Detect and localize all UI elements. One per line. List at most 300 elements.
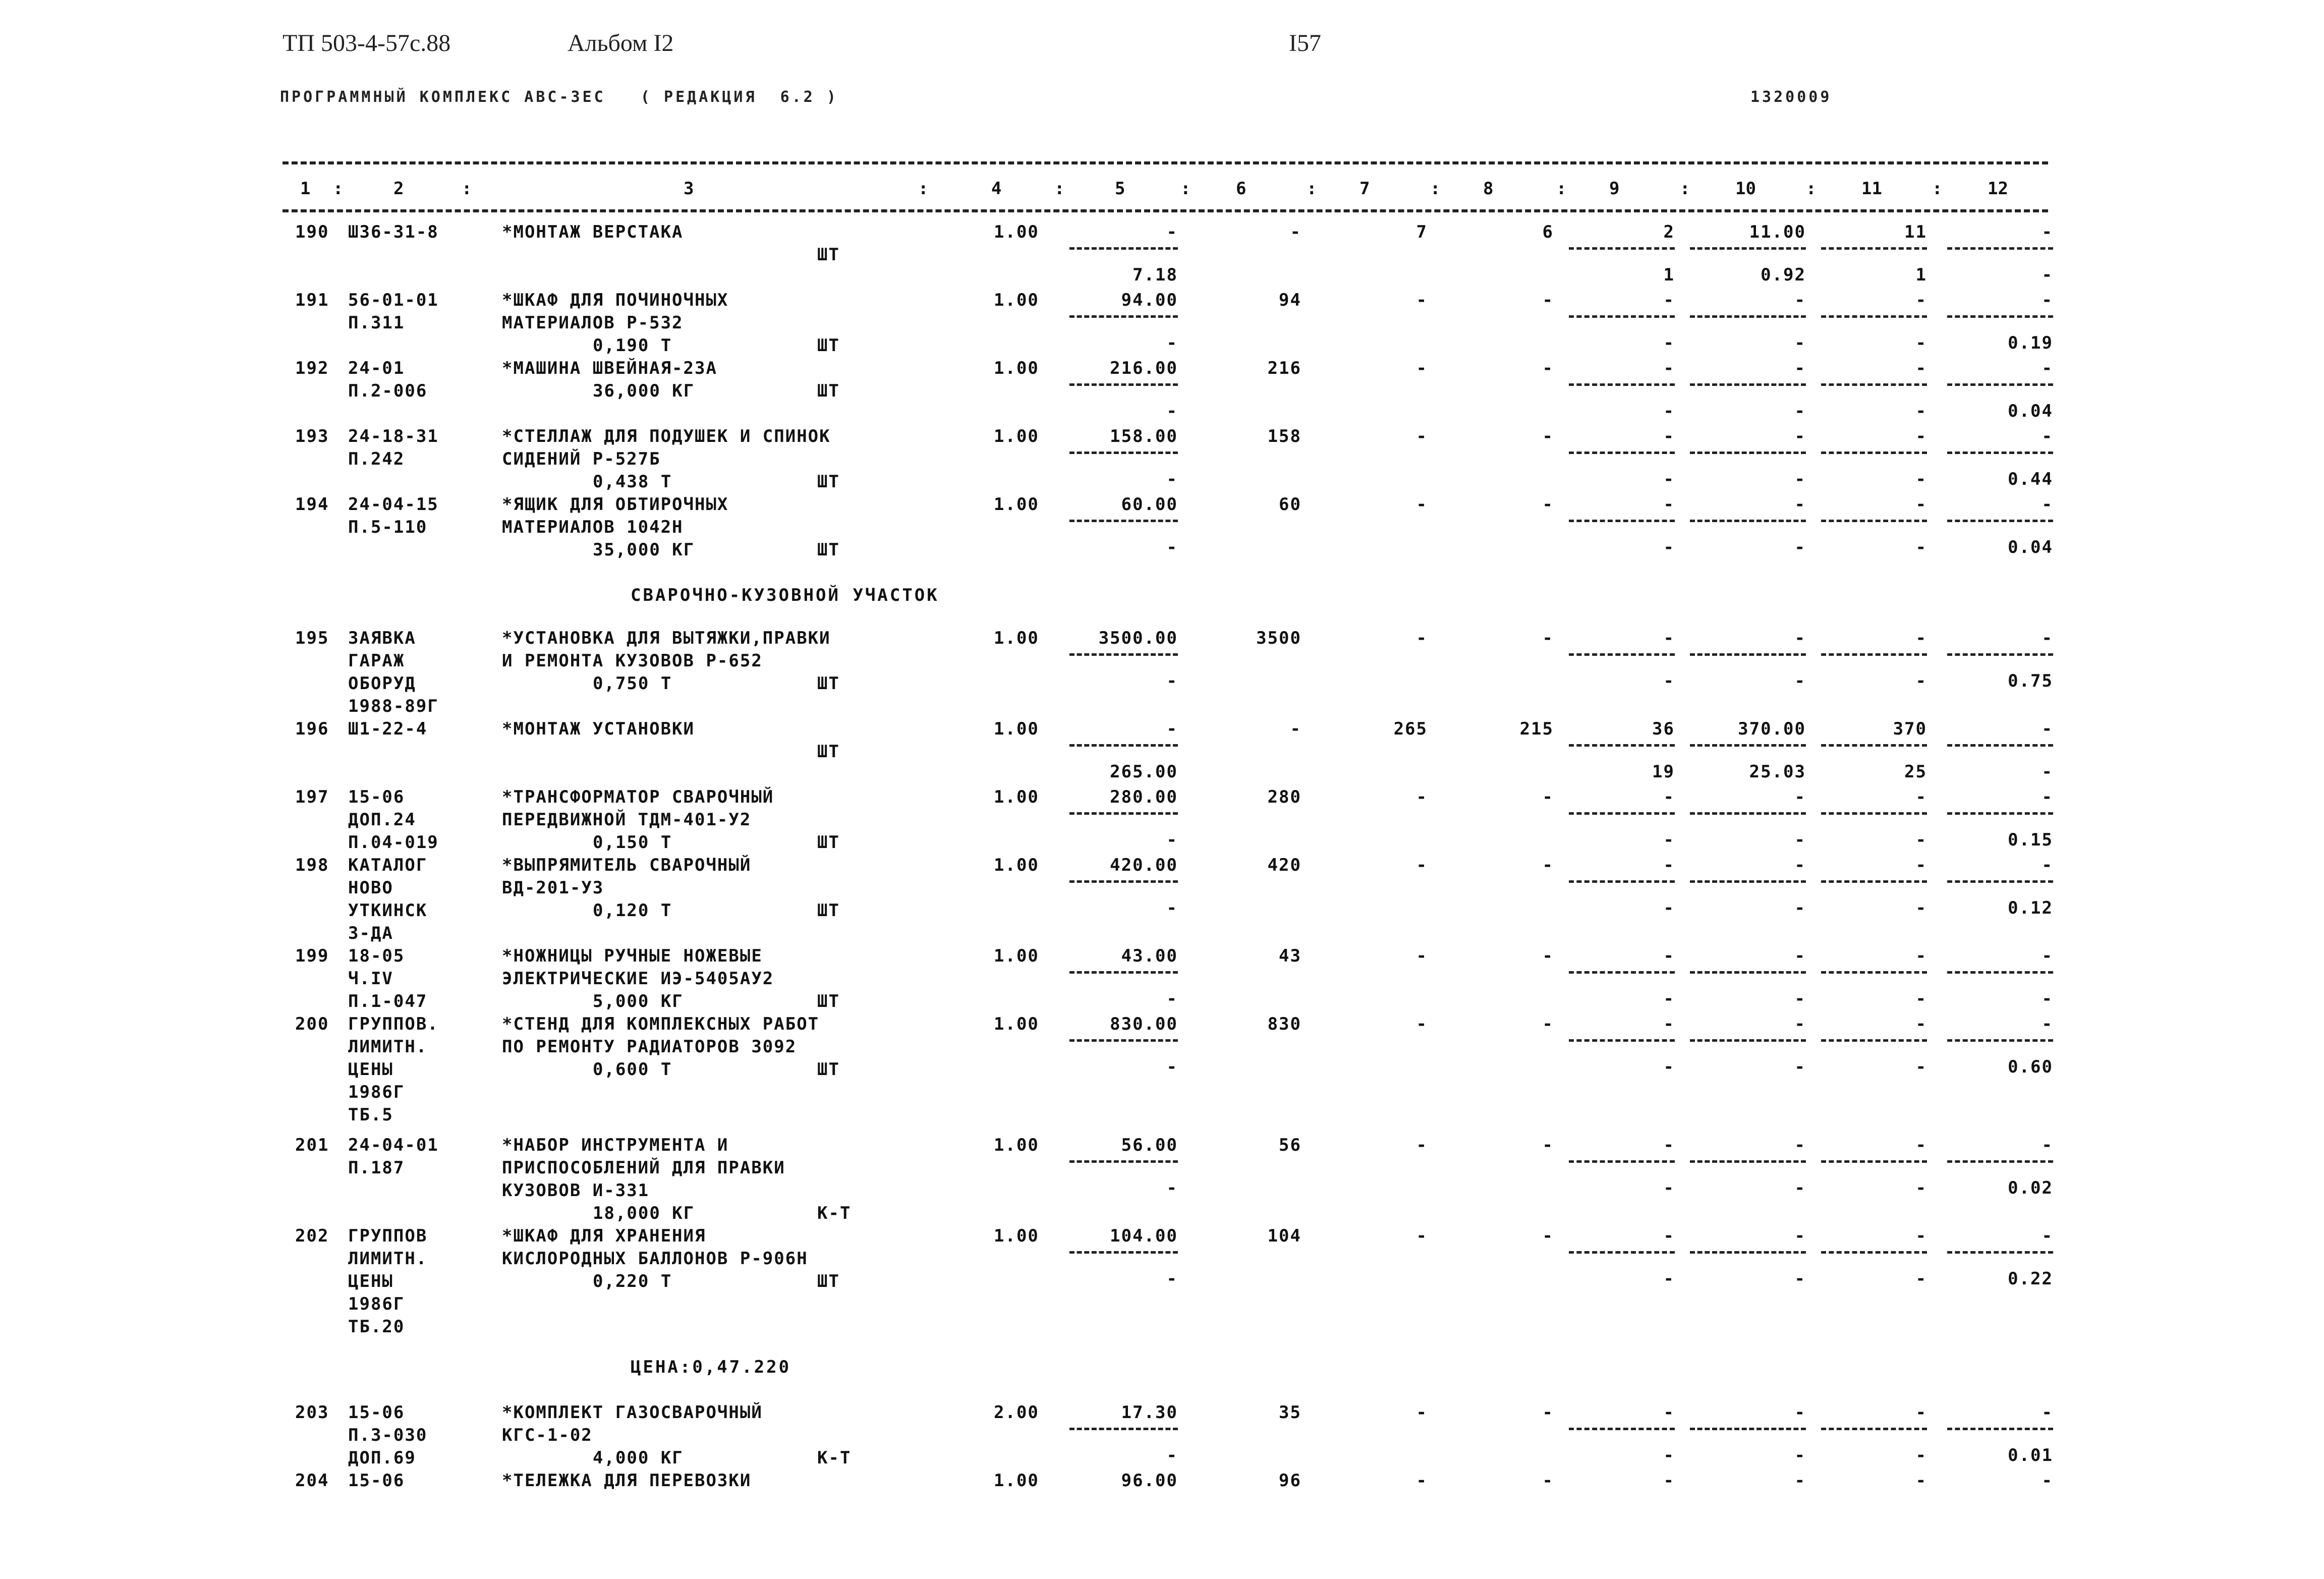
cell-divider [1821, 971, 1927, 974]
unit-price-divider [1069, 812, 1178, 815]
row-quantity: 1.00 [994, 494, 1039, 515]
cell-divider [1569, 1160, 1675, 1163]
row-total-cost: 158 [1267, 426, 1301, 446]
document-id: 1320009 [1750, 88, 1832, 106]
row-col12-secondary: 0.12 [2008, 898, 2053, 918]
row-quantity: 2.00 [994, 1402, 1039, 1423]
row-unit-price-secondary: 265.00 [1110, 762, 1178, 782]
row-col8: - [1542, 1014, 1554, 1034]
row-description: *КОМПЛЕКТ ГАЗОСВАРОЧНЫЙ [502, 1402, 763, 1423]
row-col9: - [1663, 946, 1675, 966]
row-col9-secondary: - [1663, 830, 1675, 850]
row-col8: - [1542, 946, 1554, 966]
row-quantity: 1.00 [994, 290, 1039, 310]
row-unit-price: 96.00 [1121, 1471, 1178, 1491]
row-unit-price: 17.30 [1121, 1402, 1178, 1423]
row-col10-secondary: 0.92 [1761, 265, 1806, 285]
row-col7: - [1416, 494, 1428, 515]
cell-divider [1690, 452, 1806, 454]
row-description: *МАШИНА ШВЕЙНАЯ-23А [502, 358, 717, 378]
row-col12-secondary: - [2042, 762, 2053, 782]
unit-price-divider [1069, 383, 1178, 386]
unit-price-divider [1069, 247, 1178, 250]
row-quantity: 1.00 [994, 358, 1039, 378]
row-number: 196 [295, 719, 329, 739]
column-number: 8 [1483, 179, 1494, 199]
row-unit: ШТ [817, 1271, 840, 1291]
row-col12: - [2042, 426, 2053, 446]
row-col8: - [1542, 494, 1554, 515]
row-col12-secondary: - [2042, 989, 2053, 1009]
row-unit: К-Т [817, 1448, 852, 1468]
column-number: 11 [1861, 179, 1882, 199]
row-col10-secondary: - [1794, 1445, 1806, 1465]
row-col10-secondary: - [1794, 1178, 1806, 1198]
row-col12-secondary: 0.15 [2008, 830, 2053, 850]
row-number: 197 [295, 787, 329, 807]
row-total-cost: 3500 [1256, 628, 1301, 648]
row-unit-price: 104.00 [1110, 1226, 1178, 1246]
row-col9: - [1663, 628, 1675, 648]
column-separator: : [1430, 179, 1441, 199]
row-unit: ШТ [817, 381, 840, 401]
row-col11: - [1915, 1014, 1927, 1034]
row-code: П.311 [348, 313, 405, 333]
cell-divider [1947, 1039, 2053, 1042]
row-col10: - [1794, 787, 1806, 807]
row-total-cost: 94 [1279, 290, 1301, 310]
row-code: П.5-110 [348, 517, 428, 537]
row-col12: - [2042, 1135, 2053, 1155]
row-col8: - [1542, 855, 1554, 875]
cell-divider [1821, 1428, 1927, 1430]
row-number: 202 [295, 1226, 329, 1246]
row-col11-secondary: 25 [1904, 762, 1927, 782]
cell-divider [1821, 880, 1927, 883]
row-description: ЭЛЕКТРИЧЕСКИЕ ИЭ-5405АУ2 [502, 969, 774, 989]
row-unit: ШТ [817, 1059, 840, 1080]
row-unit-price-secondary: - [1166, 989, 1178, 1009]
row-total-cost: 56 [1279, 1135, 1301, 1155]
row-col7: - [1416, 1135, 1428, 1155]
row-total-cost: 216 [1267, 358, 1301, 378]
cell-divider [1569, 1039, 1675, 1042]
row-col10-secondary: - [1794, 830, 1806, 850]
row-code: П.3-030 [348, 1425, 428, 1445]
row-weight: 0,120 Т [593, 900, 672, 921]
cell-divider [1821, 744, 1927, 747]
row-col11-secondary: - [1915, 989, 1927, 1009]
row-code: ЛИМИТН. [348, 1249, 428, 1269]
cell-divider [1690, 1039, 1806, 1042]
row-col10-secondary: - [1794, 989, 1806, 1009]
cell-divider [1690, 1251, 1806, 1254]
row-col10: - [1794, 946, 1806, 966]
row-col9: 2 [1663, 222, 1675, 242]
unit-price-divider [1069, 315, 1178, 318]
row-code: 15-06 [348, 1402, 405, 1423]
row-weight: 5,000 КГ [593, 991, 684, 1011]
row-description: *ШКАФ ДЛЯ ПОЧИНОЧНЫХ [502, 290, 729, 310]
unit-price-divider [1069, 971, 1178, 974]
row-description: ПО РЕМОНТУ РАДИАТОРОВ 3092 [502, 1037, 797, 1057]
row-col8: - [1542, 358, 1554, 378]
cell-divider [1821, 1039, 1927, 1042]
row-unit-price: 280.00 [1110, 787, 1178, 807]
row-col11: - [1915, 426, 1927, 446]
row-unit: ШТ [817, 900, 840, 921]
row-code: П.187 [348, 1158, 405, 1178]
row-weight: 0,438 Т [593, 472, 672, 492]
section-title-price: ЦЕНА:0,47.220 [631, 1357, 791, 1377]
cell-divider [1821, 1160, 1927, 1163]
row-unit-price: 3500.00 [1098, 628, 1178, 648]
row-col9-secondary: - [1663, 401, 1675, 421]
row-col7: - [1416, 1402, 1428, 1423]
row-col12-secondary: 0.04 [2008, 537, 2053, 557]
row-col7: - [1416, 855, 1428, 875]
row-quantity: 1.00 [994, 1135, 1039, 1155]
row-col12: - [2042, 628, 2053, 648]
row-col10-secondary: 25.03 [1749, 762, 1806, 782]
row-col11-secondary: - [1915, 1057, 1927, 1077]
row-col11-secondary: - [1915, 830, 1927, 850]
row-col11: - [1915, 494, 1927, 515]
row-col12: - [2042, 222, 2053, 242]
row-col8: - [1542, 1226, 1554, 1246]
row-number: 200 [295, 1014, 329, 1034]
row-total-cost: - [1290, 222, 1301, 242]
row-total-cost: 280 [1267, 787, 1301, 807]
row-unit: ШТ [817, 472, 840, 492]
row-unit: ШТ [817, 832, 840, 853]
cell-divider [1569, 247, 1675, 250]
cell-divider [1569, 1428, 1675, 1430]
row-number: 193 [295, 426, 329, 446]
unit-price-divider [1069, 1039, 1178, 1042]
row-total-cost: - [1290, 719, 1301, 739]
row-col10: - [1794, 358, 1806, 378]
row-unit: К-Т [817, 1203, 852, 1223]
column-number: 7 [1359, 179, 1370, 199]
row-quantity: 1.00 [994, 1471, 1039, 1491]
row-unit-price: 216.00 [1110, 358, 1178, 378]
row-code: 56-01-01 [348, 290, 439, 310]
row-col9-secondary: - [1663, 469, 1675, 489]
row-quantity: 1.00 [994, 628, 1039, 648]
row-col9: - [1663, 494, 1675, 515]
row-col10: - [1794, 628, 1806, 648]
row-col9: - [1663, 1135, 1675, 1155]
row-description: *СТЕНД ДЛЯ КОМПЛЕКСНЫХ РАБОТ [502, 1014, 820, 1034]
row-col9-secondary: 1 [1663, 265, 1675, 285]
row-quantity: 1.00 [994, 946, 1039, 966]
row-unit-price: 158.00 [1110, 426, 1178, 446]
row-col8: - [1542, 628, 1554, 648]
unit-price-divider [1069, 880, 1178, 883]
cell-divider [1569, 744, 1675, 747]
program-title: ПРОГРАММНЫЙ КОМПЛЕКС АВС-ЗЕС ( РЕДАКЦИЯ 6.2 ) [280, 88, 838, 106]
row-code: Ш36-31-8 [348, 222, 439, 242]
cell-divider [1947, 971, 2053, 974]
row-description: *МОНТАЖ УСТАНОВКИ [502, 719, 695, 739]
unit-price-divider [1069, 1160, 1178, 1163]
row-col9: - [1663, 787, 1675, 807]
row-col11: - [1915, 787, 1927, 807]
row-code: 24-04-15 [348, 494, 439, 515]
row-quantity: 1.00 [994, 719, 1039, 739]
cell-divider [1569, 653, 1675, 656]
column-separator: : [1054, 179, 1065, 199]
row-code: 24-18-31 [348, 426, 439, 446]
row-number: 195 [295, 628, 329, 648]
cell-divider [1569, 383, 1675, 386]
row-description: *НОЖНИЦЫ РУЧНЫЕ НОЖЕВЫЕ [502, 946, 763, 966]
row-weight: 0,600 Т [593, 1059, 672, 1080]
row-code: ЛИМИТН. [348, 1037, 428, 1057]
column-number: 9 [1609, 179, 1620, 199]
row-col9-secondary: 19 [1652, 762, 1675, 782]
row-col7: - [1416, 290, 1428, 310]
row-col11-secondary: - [1915, 469, 1927, 489]
row-total-cost: 96 [1279, 1471, 1301, 1491]
row-description: КУЗОВОВ И-331 [502, 1180, 650, 1201]
row-col9: - [1663, 1471, 1675, 1491]
row-description: КИСЛОРОДНЫХ БАЛЛОНОВ Р-906Н [502, 1249, 808, 1269]
row-col10: - [1794, 1226, 1806, 1246]
row-col10-secondary: - [1794, 671, 1806, 691]
row-number: 194 [295, 494, 329, 515]
row-unit-price: 60.00 [1121, 494, 1178, 515]
row-col11: - [1915, 1135, 1927, 1155]
cell-divider [1821, 812, 1927, 815]
row-col11: - [1915, 855, 1927, 875]
row-col11-secondary: - [1915, 1269, 1927, 1289]
row-number: 191 [295, 290, 329, 310]
cell-divider [1821, 247, 1927, 250]
row-code: 18-05 [348, 946, 405, 966]
row-unit: ШТ [817, 991, 840, 1011]
row-col12-secondary: 0.22 [2008, 1269, 2053, 1289]
row-unit-price-secondary: 7.18 [1132, 265, 1178, 285]
row-code: Ш1-22-4 [348, 719, 428, 739]
row-total-cost: 830 [1267, 1014, 1301, 1034]
row-quantity: 1.00 [994, 222, 1039, 242]
cell-divider [1690, 383, 1806, 386]
row-total-cost: 104 [1267, 1226, 1301, 1246]
row-col8: - [1542, 426, 1554, 446]
row-col9: - [1663, 426, 1675, 446]
row-code: ТБ.5 [348, 1105, 393, 1125]
row-code: ОБОРУД [348, 673, 416, 694]
row-quantity: 1.00 [994, 426, 1039, 446]
row-weight: 18,000 КГ [593, 1203, 695, 1223]
row-code: ДОП.69 [348, 1448, 416, 1468]
row-col8: - [1542, 290, 1554, 310]
unit-price-divider [1069, 1428, 1178, 1430]
row-unit-price: 94.00 [1121, 290, 1178, 310]
row-unit-price: - [1166, 222, 1178, 242]
row-number: 203 [295, 1402, 329, 1423]
row-code: ГРУППОВ [348, 1226, 428, 1246]
row-col12: - [2042, 787, 2053, 807]
row-col11-secondary: 1 [1915, 265, 1927, 285]
cell-divider [1947, 1251, 2053, 1254]
row-unit: ШТ [817, 742, 840, 762]
row-description: *ТЕЛЕЖКА ДЛЯ ПЕРЕВОЗКИ [502, 1471, 752, 1491]
cell-divider [1947, 315, 2053, 318]
row-col10: - [1794, 1014, 1806, 1034]
row-col9: - [1663, 290, 1675, 310]
row-description: *УСТАНОВКА ДЛЯ ВЫТЯЖКИ,ПРАВКИ [502, 628, 831, 648]
row-col10-secondary: - [1794, 898, 1806, 918]
row-col10: - [1794, 290, 1806, 310]
row-description: *ТРАНСФОРМАТОР СВАРОЧНЫЙ [502, 787, 774, 807]
row-col9: - [1663, 358, 1675, 378]
row-number: 198 [295, 855, 329, 875]
row-col9-secondary: - [1663, 1057, 1675, 1077]
cell-divider [1947, 880, 2053, 883]
header-rule-bottom [282, 209, 2048, 212]
row-description: *ЯЩИК ДЛЯ ОБТИРОЧНЫХ [502, 494, 729, 515]
cell-divider [1690, 1160, 1806, 1163]
row-weight: 0,190 Т [593, 335, 672, 356]
row-unit-price-secondary: - [1166, 1269, 1178, 1289]
row-col11-secondary: - [1915, 1445, 1927, 1465]
row-col7: - [1416, 426, 1428, 446]
row-code: 15-06 [348, 787, 405, 807]
row-total-cost: 43 [1279, 946, 1301, 966]
row-col7: 265 [1393, 719, 1428, 739]
unit-price-divider [1069, 744, 1178, 747]
cell-divider [1569, 880, 1675, 883]
cell-divider [1821, 1251, 1927, 1254]
row-col12-secondary: 0.01 [2008, 1445, 2053, 1465]
row-col8: - [1542, 787, 1554, 807]
column-number: 1 [300, 179, 311, 199]
row-col12-secondary: 0.19 [2008, 333, 2053, 353]
cell-divider [1569, 971, 1675, 974]
row-code: ЗАЯВКА [348, 628, 416, 648]
unit-price-divider [1069, 653, 1178, 656]
row-unit-price: 43.00 [1121, 946, 1178, 966]
row-col10: 11.00 [1749, 222, 1806, 242]
cell-divider [1690, 520, 1806, 522]
page-number: I57 [1289, 30, 1321, 57]
column-number: 4 [991, 179, 1002, 199]
row-weight: 0,220 Т [593, 1271, 672, 1291]
row-col12: - [2042, 946, 2053, 966]
row-unit-price-secondary: - [1166, 537, 1178, 557]
row-code: КАТАЛОГ [348, 855, 428, 875]
row-col9-secondary: - [1663, 1178, 1675, 1198]
row-code: НОВО [348, 878, 393, 898]
row-code: Ч.IV [348, 969, 393, 989]
column-separator: : [333, 179, 344, 199]
cell-divider [1947, 1160, 2053, 1163]
cell-divider [1690, 880, 1806, 883]
column-separator: : [918, 179, 929, 199]
row-total-cost: 35 [1279, 1402, 1301, 1423]
row-col9: - [1663, 1402, 1675, 1423]
row-col7: - [1416, 358, 1428, 378]
row-col11: - [1915, 358, 1927, 378]
row-col7: - [1416, 946, 1428, 966]
row-col7: 7 [1416, 222, 1428, 242]
row-col11: 11 [1904, 222, 1927, 242]
row-weight: 4,000 КГ [593, 1448, 684, 1468]
row-quantity: 1.00 [994, 855, 1039, 875]
column-number: 2 [393, 179, 404, 199]
row-col7: - [1416, 1226, 1428, 1246]
row-col11: - [1915, 1226, 1927, 1246]
column-separator: : [1307, 179, 1317, 199]
row-col8: 215 [1519, 719, 1554, 739]
section-title-welding: СВАРОЧНО-КУЗОВНОЙ УЧАСТОК [631, 585, 939, 605]
row-col11-secondary: - [1915, 898, 1927, 918]
row-col9-secondary: - [1663, 333, 1675, 353]
cell-divider [1821, 452, 1927, 454]
cell-divider [1690, 971, 1806, 974]
row-weight: 36,000 КГ [593, 381, 695, 401]
cell-divider [1690, 744, 1806, 747]
row-col11-secondary: - [1915, 537, 1927, 557]
row-code: ЦЕНЫ [348, 1271, 393, 1291]
row-col10: - [1794, 1402, 1806, 1423]
row-code: ГРУППОВ. [348, 1014, 439, 1034]
row-unit-price: 830.00 [1110, 1014, 1178, 1034]
row-col10-secondary: - [1794, 537, 1806, 557]
cell-divider [1690, 653, 1806, 656]
row-col10-secondary: - [1794, 469, 1806, 489]
column-separator: : [462, 179, 472, 199]
row-number: 190 [295, 222, 329, 242]
row-description: МАТЕРИАЛОВ Р-532 [502, 313, 684, 333]
row-unit: ШТ [817, 673, 840, 694]
header-rule-top [282, 161, 2048, 164]
row-col12: - [2042, 290, 2053, 310]
row-code: П.242 [348, 449, 405, 469]
row-col12-secondary: 0.02 [2008, 1178, 2053, 1198]
row-col7: - [1416, 787, 1428, 807]
row-col10: - [1794, 494, 1806, 515]
row-code: П.04-019 [348, 832, 439, 853]
row-col8: - [1542, 1471, 1554, 1491]
row-code: ЦЕНЫ [348, 1059, 393, 1080]
column-number: 3 [684, 179, 694, 199]
row-unit-price-secondary: - [1166, 671, 1178, 691]
row-col12: - [2042, 719, 2053, 739]
row-description: МАТЕРИАЛОВ 1042Н [502, 517, 684, 537]
row-description: ПЕРЕДВИЖНОЙ ТДМ-401-У2 [502, 810, 752, 830]
row-quantity: 1.00 [994, 787, 1039, 807]
row-col9: - [1663, 1014, 1675, 1034]
row-col11: - [1915, 1402, 1927, 1423]
unit-price-divider [1069, 520, 1178, 522]
row-code: 1988-89Г [348, 696, 439, 716]
row-code: 3-ДА [348, 923, 393, 943]
cell-divider [1947, 812, 2053, 815]
row-code: 24-01 [348, 358, 405, 378]
row-unit-price-secondary: - [1166, 333, 1178, 353]
row-description: *ШКАФ ДЛЯ ХРАНЕНИЯ [502, 1226, 706, 1246]
cell-divider [1821, 520, 1927, 522]
row-col9-secondary: - [1663, 537, 1675, 557]
cell-divider [1690, 315, 1806, 318]
cell-divider [1690, 1428, 1806, 1430]
row-col7: - [1416, 1014, 1428, 1034]
row-quantity: 1.00 [994, 1014, 1039, 1034]
